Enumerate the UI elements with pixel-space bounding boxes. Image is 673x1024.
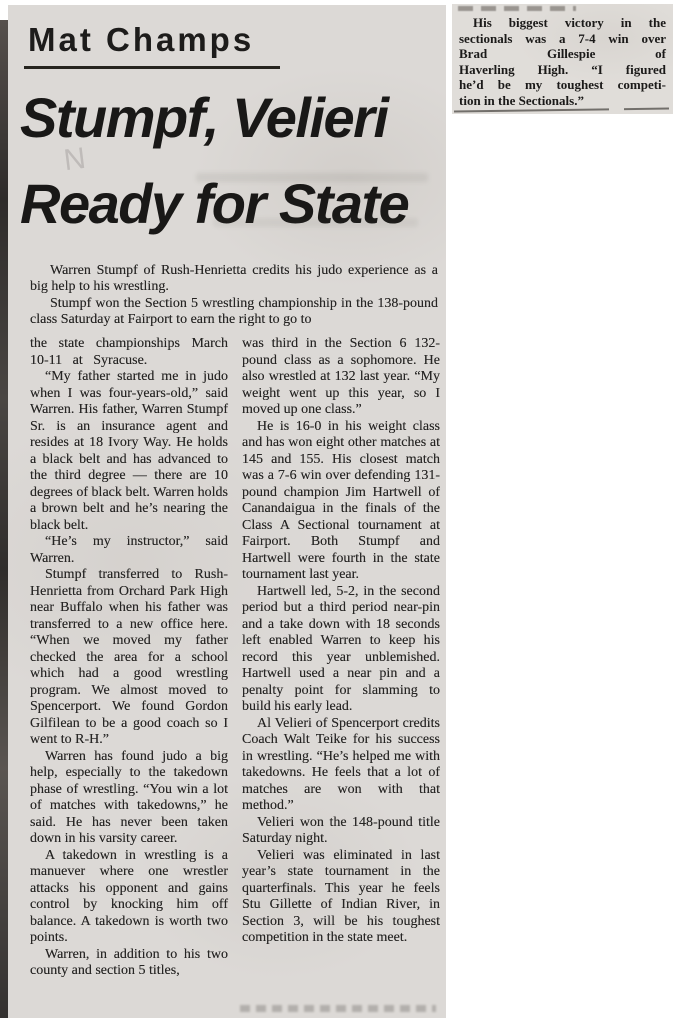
kicker-underline bbox=[24, 66, 280, 69]
headline-line-1: Stumpf, Velieri bbox=[20, 86, 388, 149]
intro-paragraph: Warren Stumpf of Rush-Henrietta credits his judo experience as a big help to his wrestling. bbox=[30, 263, 438, 295]
print-through-artifact bbox=[196, 173, 428, 182]
intro-section bbox=[30, 263, 438, 328]
paragraph: the state championships March 10-11 at Syracuse. bbox=[30, 336, 228, 368]
side-clipping-line: His biggest victory in the bbox=[473, 15, 666, 30]
right-column bbox=[242, 336, 440, 1014]
paragraph: Warren, in addition to his two county and section 5 titles, bbox=[30, 946, 228, 978]
side-clipping-line: Brad Gillespie of bbox=[459, 46, 666, 62]
intro-paragraph: Stumpf won the Section 5 wrestling championship in the 138-pound class Saturday at Fairport to earn the right to go to bbox=[30, 295, 438, 327]
paragraph: Stumpf transferred to Rush-Henrietta from Orchard Park High near Buffalo when his father was transferred to a new office here. “When we moved my father checked the area for a school which had a good wrestling program. We almost moved to Spencerport. We found Gordon Gilfilean to be a good coach so I went to R-H.” bbox=[30, 567, 228, 747]
paragraph: He is 16-0 in his weight class and has won eight other matches at 145 and 155. His closest match was a 7-6 win over defending 131-pound champion Jim Hartwell of Canandaigua in the finals of the Class A Sectional tournament at Fairport. Both Stumpf and Hartwell were fourth in the state tournament last year. bbox=[242, 418, 440, 582]
paragraph: Velieri was eliminated in last year’s state tournament in the quarterfinals. This year he feels Stu Gillette of Indian River, in Section 3, will be his toughest competition in the state meet. bbox=[242, 847, 440, 945]
paragraph: Velieri won the 148-pound title Saturday night. bbox=[242, 814, 440, 846]
ghost-letter-artifact: N bbox=[62, 141, 88, 178]
paragraph: A takedown in wrestling is a manuever where one wrestler attacks his opponent and gains control by knocking him off balance. A takedown is worth two points. bbox=[30, 847, 228, 945]
headline-line-2: Ready for State bbox=[20, 172, 409, 235]
article-columns bbox=[30, 336, 440, 1014]
print-through-artifact bbox=[213, 218, 418, 227]
side-clipping-text bbox=[459, 15, 666, 109]
paragraph: “My father started me in judo when I was four-years-old,” said Warren. His father, Warren Stumpf Sr. is an insurance agent and resides at 18 Ivory Way. He holds a black belt and has advanced to the third degree — there are 10 degrees of black belt. Warren holds a brown belt and he’s nearing the black belt. bbox=[30, 369, 228, 533]
side-clipping-line: he’d be my toughest competi- bbox=[459, 77, 666, 93]
paragraph: Al Velieri of Spencerport credits Coach Walt Teike for his success in wrestling. “He’s helped me with takedowns. He feels that a lot of matches are won with that method.” bbox=[242, 715, 440, 813]
side-clipping-line: Haverling High. “I figured bbox=[459, 61, 666, 77]
side-clipping bbox=[452, 4, 673, 114]
paragraph: “He’s my instructor,” said Warren. bbox=[30, 534, 228, 566]
paragraph: Warren has found judo a big help, especially to the takedown phase of wrestling. “You win a lot of matches with takedowns,” he said. He has never been taken down in his varsity career. bbox=[30, 748, 228, 846]
kicker: Mat Champs bbox=[28, 21, 255, 58]
scan-edge-bar bbox=[0, 20, 8, 1018]
main-article-clipping bbox=[8, 5, 446, 1018]
side-clipping-line: tion in the Sectionals.” bbox=[459, 92, 584, 108]
left-column bbox=[30, 336, 228, 1014]
side-clipping-line: sectionals was a 7-4 win over bbox=[459, 30, 666, 46]
paragraph: was third in the Section 6 132-pound class as a sophomore. He also wrestled at 132 last year. “My weight went up this year, so I moved up one class.” bbox=[242, 336, 440, 417]
paragraph: Hartwell led, 5-2, in the second period but a third period near-pin and a take down with 18 seconds left enabled Warren to keep his record this year unblemished. Hartwell used a near pin and a penalty point for slamming to build his early lead. bbox=[242, 583, 440, 714]
cutoff-text-artifact bbox=[458, 6, 576, 11]
cutoff-text-artifact bbox=[240, 1005, 436, 1012]
